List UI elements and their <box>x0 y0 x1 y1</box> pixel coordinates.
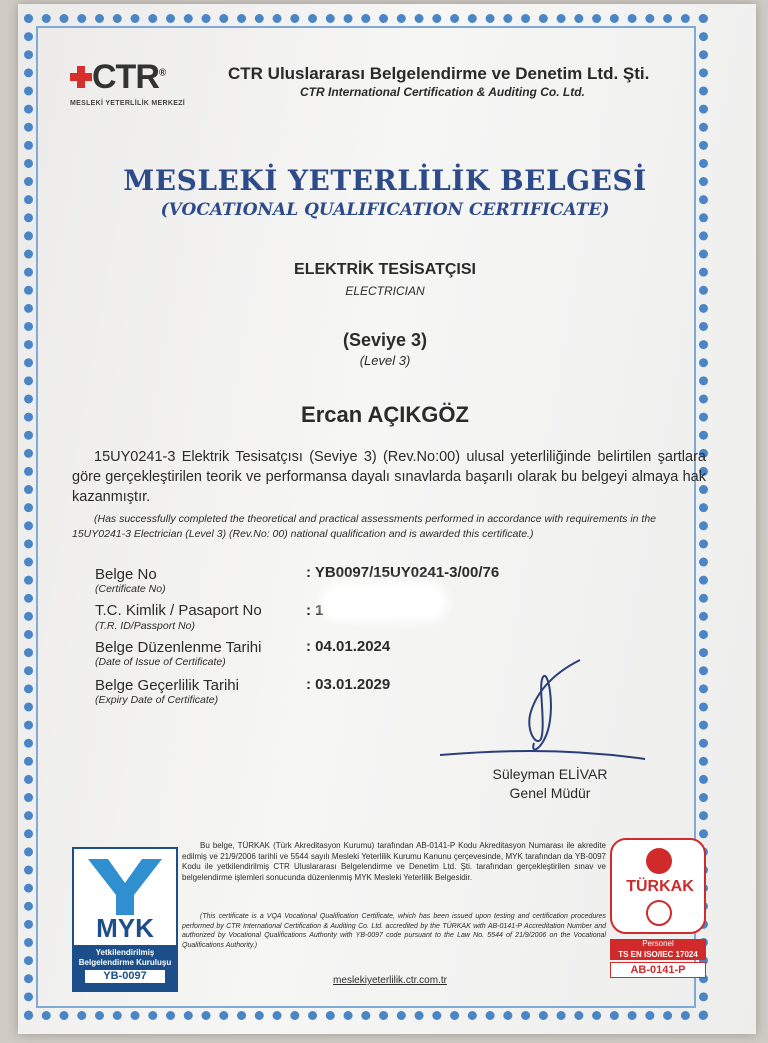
expiry-date-sublabel: (Expiry Date of Certificate) <box>95 694 219 706</box>
turkak-line1: Personel <box>610 939 706 949</box>
holder-name: Ercan AÇIKGÖZ <box>301 402 469 427</box>
turkak-box <box>610 838 706 934</box>
myk-logo <box>72 847 178 992</box>
company-name-en: CTR International Certification & Auditing Co. Ltd. <box>300 85 585 99</box>
level-label-en: (Level 3) <box>359 353 411 368</box>
myk-mark-icon <box>82 853 168 919</box>
certificate-no-value: : YB0097/15UY0241-3/00/76 <box>306 564 500 581</box>
turkak-code: AB-0141-P <box>610 962 706 978</box>
ctr-logo: CTR® MESLEKİ YETERLİLİK MERKEZİ <box>70 58 186 107</box>
statement-en: (Has successfully completed the theoretical and practical assessments performed in accordance with requirements in the 15UY0241-3 Electrician (Level 3) (Rev.No: 00) national qualification and is awarded this certificate.) <box>72 513 657 540</box>
id-number-label: T.C. Kimlik / Pasaport No <box>95 602 262 619</box>
myk-logo-text: MYK <box>96 913 154 943</box>
certificate-title-en: (VOCATIONAL QUALIFICATION CERTIFICATE) <box>160 200 610 220</box>
expiry-date-label: Belge Geçerlilik Tarihi <box>95 677 239 694</box>
turkak-brand: TÜRKAK <box>626 878 694 895</box>
myk-band-line2: Belgelendirme Kuruluşu <box>78 958 172 967</box>
crescent-star-icon <box>646 848 672 874</box>
accreditation-text-en: (This certificate is a VQA Vocational Qualification Certificate, which has been issued upon testing and certification procedures performed by CTR International Certification & Auditing Co. Ltd. accredited by the TÜRKAK with AB-0141-P Accreditation Number and authorized by Vocational Qualifications Authority with YB-0097 code pursuant to the Law No. 5544 of 21/9/2006 on the Vocational Qualifications Authority.) <box>182 913 606 949</box>
issue-date-label: Belge Düzenlenme Tarihi <box>95 639 262 656</box>
redaction-blur <box>326 588 442 616</box>
turkak-line2: TS EN ISO/IEC 17024 <box>610 949 706 960</box>
signature <box>430 655 660 775</box>
issue-date-value: : 04.01.2024 <box>306 638 391 655</box>
turkak-logo <box>610 838 708 982</box>
red-cross-icon <box>70 66 92 88</box>
myk-band-line1: Yetkilendirilmiş <box>95 948 155 957</box>
signer-title: Genel Müdür <box>509 785 591 801</box>
company-name-tr: CTR Uluslararası Belgelendirme ve Denetim Ltd. Şti. <box>228 64 650 83</box>
certificate-title: MESLEKİ YETERLİLİK BELGESİ <box>123 164 647 197</box>
myk-code: YB-0097 <box>85 970 165 983</box>
certificate-no-label: Belge No <box>95 566 157 583</box>
accreditation-text-tr: Bu belge, TÜRKAK (Türk Akreditasyon Kurumu) tarafından AB-0141-P Kodu Akreditasyon Numarası ile akredite edilmiş ve 21/9/2006 tarihli ve 5544 sayılı Mesleki Yeterlilik Kurumu Kanunu çerçevesinde, MYK tarafından da YB-0097 Kodu ile yetkilendirilmiş CTR Uluslararası Belgelendirme ve Denetim Ltd. Şti. tarafından gerçekleştirilen sınav ve belgelendirme işlemleri sonucunda düzenlenmiş MYK Mesleki Yeterlilik Belgesidir. <box>182 841 606 882</box>
myk-band <box>74 945 176 990</box>
certificate-no-sublabel: (Certificate No) <box>95 583 166 595</box>
expiry-date-value: : 03.01.2029 <box>306 676 391 693</box>
id-number-value: : 1 <box>306 602 324 619</box>
level-label: (Seviye 3) <box>342 330 428 350</box>
issue-date-sublabel: (Date of Issue of Certificate) <box>95 656 226 668</box>
occupation-title-en: ELECTRICIAN <box>345 284 425 298</box>
checkmark-icon <box>646 900 672 926</box>
id-number-sublabel: (T.R. ID/Passport No) <box>95 620 195 632</box>
ctr-logo-subtext: MESLEKİ YETERLİLİK MERKEZİ <box>70 100 186 107</box>
ctr-logo-text: CTR <box>92 58 159 96</box>
occupation-title: ELEKTRİK TESİSATÇISI <box>294 261 476 278</box>
website-link[interactable]: meslekiyeterlilik.ctr.com.tr <box>333 975 447 986</box>
signer-name: Süleyman ELİVAR <box>492 766 608 782</box>
statement-tr: 15UY0241-3 Elektrik Tesisatçısı (Seviye 3) (Rev.No:00) ulusal yeterliliğinde belirtilen şartlara göre gerçekleştirilen teorik ve performansa dayalı sınavlarda başarılı olarak bu belgeyi almaya hak kazanmıştır. <box>72 449 706 505</box>
